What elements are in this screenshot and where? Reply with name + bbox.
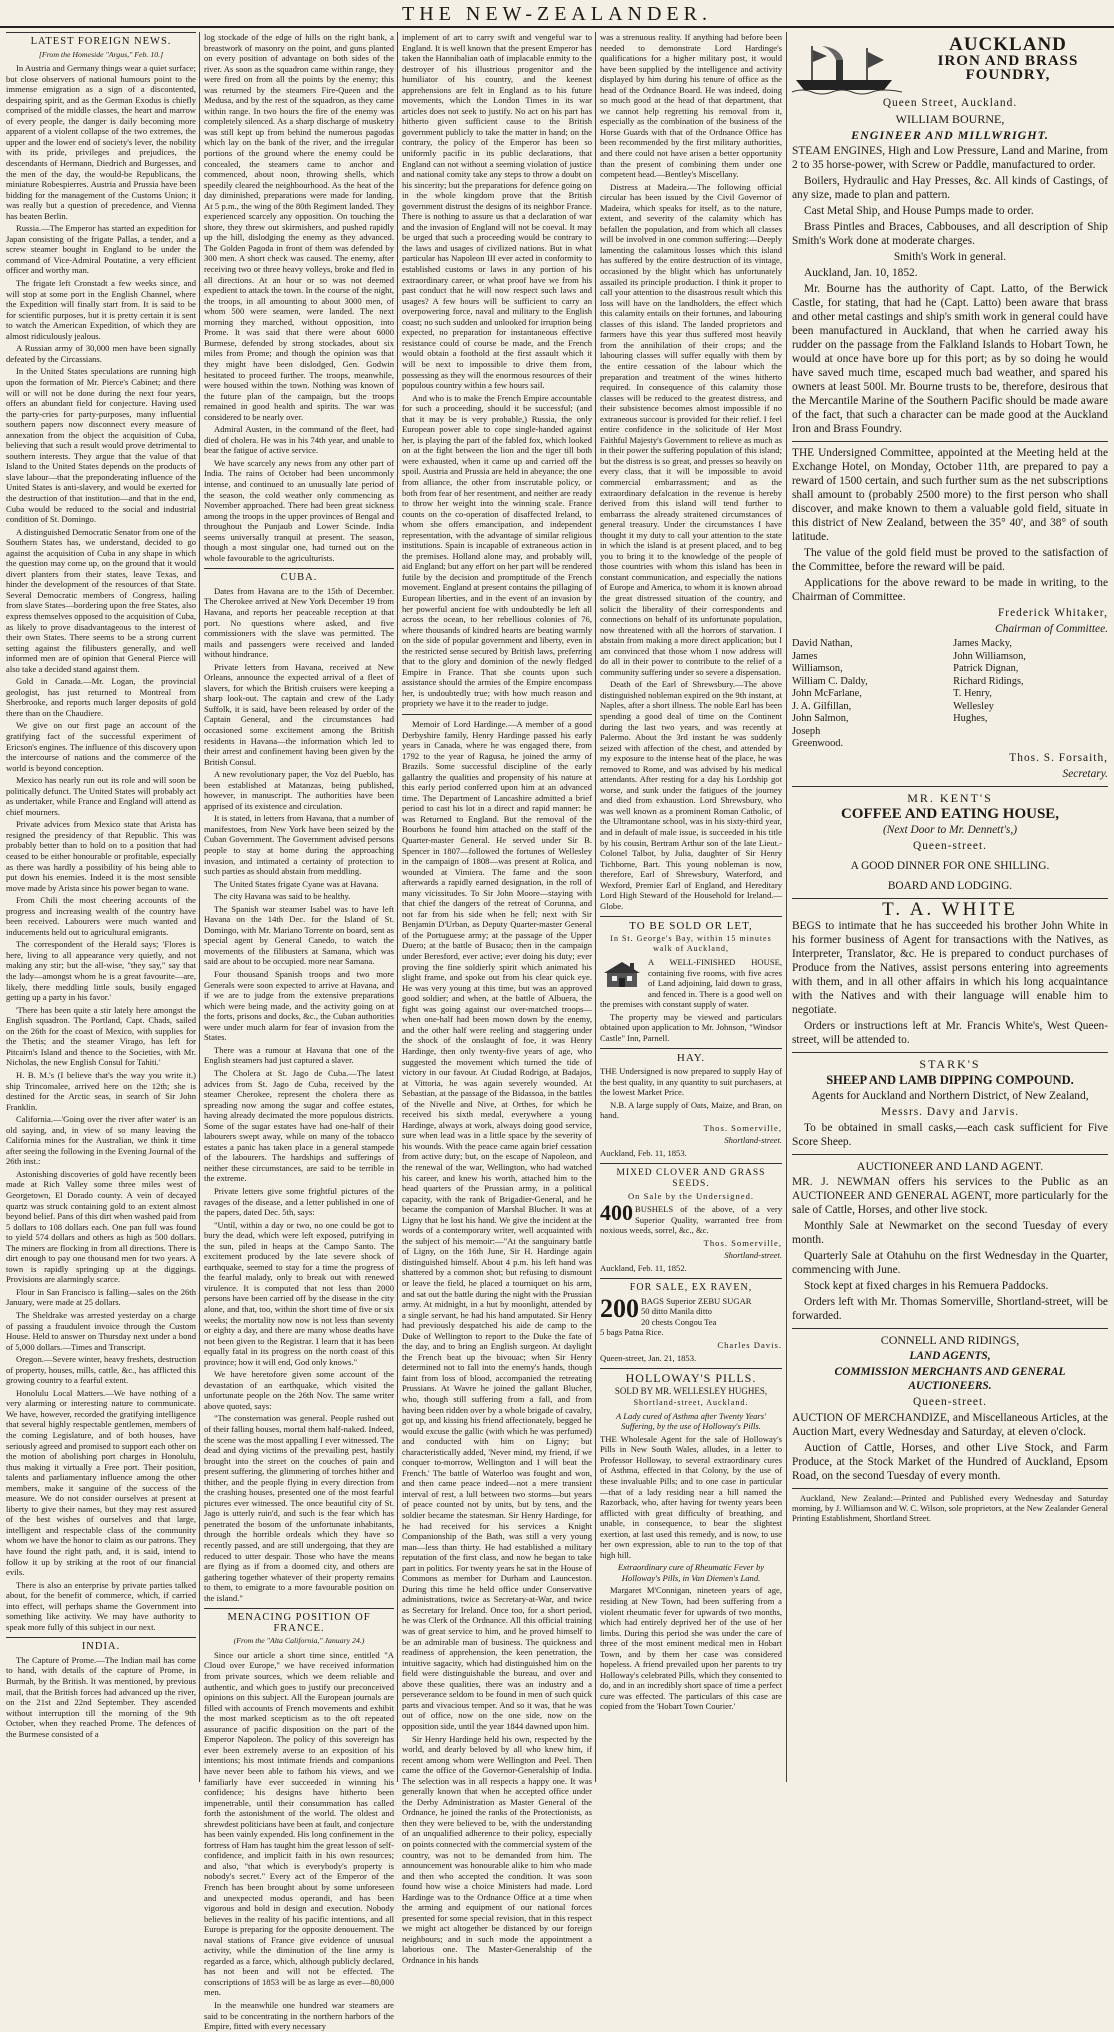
paragraph: The correspondent of the Herald says; 'Flores is here, living to all appearance very quietly, and not making any stir; but the all-wise, "they say," say that the lady—amongst whom he is a great favourite—are, likely, there meddling little souls, busily engaged getting up a party in his favor.' [6,939,196,1003]
paragraph: The Cholera at St. Jago de Cuba.—The latest advices from St. Jago de Cuba, received by the steamer Cherokee, represent the cholera there as spreading now among the sugar and coffee estates, having already decimated the more populous districts. Some of the sugar estates have had one-half of their labourers swept away, while on many of the tobacco estates a panic has taken place in a general stampede of the labourers. The hardships and sufferings of neither these circumstances, are said to be terrible in the extreme. [204,1067,394,1184]
advert-heading: MR. KENT'S [907,790,993,805]
advert-text: Orders left with Mr. Thomas Somerville, Shortland-street, will be forwarded. [792,1295,1108,1322]
advert-date: Auckland, Feb. 11, 1853. [600,1147,687,1158]
paragraph: Flour in San Francisco is falling—sales on the 26th January, were made at 25 dollars. [6,1286,196,1308]
advert-text: Smith's Work in general. [893,251,1007,263]
committee-member: William C. Daldy, [792,675,868,687]
advert-subheading: On Sale by the Undersigned. [627,1191,755,1202]
paragraph: It is stated, in letters from Havana, that a number of manifestoes, from New York have been seized by the Cuban Government. The Government advised persons people to stay at home during the approaching invasion, and intimated a certainty of protection to such parties as should abstain from meddling. [204,813,394,877]
paragraph: "Until, within a day or two, no one could be got to bury the dead, which were left exposed, putrifying in the sun, piled in heaps at the Campo Santo. The excitement produced by the late severe shock of earthquake, seemed to stay for a time the progress of the fearful malady, only to break out with renewed virulence. It is computed that not less than 2000 persons have been carried off by the disease in the city alone, and that, too, within the short time of five or six weeks; the mortality now now is not less than seventy or eighty a day, and there are many whose deaths have not been given to the Registrar. I learn that it has been equally fatal in its progress on the north coast of this province; how it will end, God only knows." [204,1219,394,1367]
advert-text: Quarterly Sale at Otahuhu on the first Wednesday in the Quarter, commencing with June. [792,1249,1108,1276]
advert-subheading: Shortland-street, Auckland. [633,1398,749,1408]
advert-text: Messrs. Davy and Jarvis. [880,1105,1020,1118]
advert-newman [792,1159,1108,1323]
paragraph: A new revolutionary paper, the Voz del Pueblo, has been established at Matanzas, being published, however, in manuscript. The authorities have been apprised of its existence and circulation. [204,769,394,811]
advert-subheading: (Next Door to Mr. Dennett's,) [882,823,1018,836]
paragraph: We have heretofore given some account of the devastation of an earthquake, which visited the unfortunate people on the 26th Nov. The same writer above quoted, says: [204,1369,394,1411]
advert-signature: Thos. S. Forsaith, [1009,751,1108,764]
masthead: THE NEW-ZEALANDER. [0,2,1114,28]
paragraph: The frigate left Cronstadt a few weeks since, and will stop at some port in the English Channel, where the Expedition will finally start from. It is said to be for scientific purposes, but it is pretty certain it is sent to watch the American Expedition, of which they are almost ridiculously jealous. [6,278,196,341]
advert-signature: Shortland-street. [724,1135,782,1146]
advert-text: Monthly Sale at Newmarket on the second Tuesday of every month. [792,1219,1108,1246]
column-3 [402,32,592,1965]
paragraph: Honolulu Local Matters.—We have nothing of a very alarming or interesting nature to communicate. We have, however, recorded the gratifying intelligence that several highly respectable gentlemen, members of the coming Legislature, and of both houses, have seriously agreed and promised to support each other on the motion of abolishing port charges in Honolulu, thus making it virtually a Free port. Their position, talents and parliamentary influence among the other members, make it sanguine of the success of the measure. We do not consider ourselves at present at liberty to give their names, but they may rest assured of the best wishes of ourselves and that large, intelligent and respectable class of the community whom we have the honor to claim as our patrons. They have found the right path, and, it is said, intend to follow it up by striking at the root of our financial evils. [6,1387,196,1578]
advert-heading: CONNELL AND RIDINGS, [880,1332,1020,1347]
article-source: [From the Homeside "Argus," Feb. 10.] [38,49,164,59]
paragraph: The Capture of Prome.—The Indian mail has come to hand, with details of the capture of Prome, in Burmah, by the British. It was mentioned, by previous mail, that the British forces had advanced up the river, on the 21st and 22nd September. They ascended without interruption till the morning of the 9th October, when they reached Prome. The defences of the Burmese consisted of a [6,1654,196,1739]
advert-line: 50 ditto Manila ditto [641,1306,712,1317]
advert-signature: Thos. Somerville, [703,1237,782,1248]
advert-text: A GOOD DINNER FOR ONE SHILLING. [850,859,1050,872]
paragraph: Since our article a short time since, entitled "A Cloud over Europe," we have received information from private sources, which we deem reliable and authentic, and which goes to justify our preconceived opinions on this subject. All the European journals are filled with accounts of French movements and exhibit the most marked scepticism as to the oft repeated assurance of pacific disposition on the part of the Emperor Napoleon. The policy of this sovereign has ever been extremely averse to an exposition of his intentions; his most intimate friends and companions have never been able to fathom his views, and we familiarly have ever succeeded in winning his confidence; his designs have hitherto been impenetrable, until their consummation has called forth the astonishment of the world. The oldest and shrewdest politicians have been at fault, and conjecture has been vainly expended. His long confinement in the fortress of Ham has taught him the great lesson of self-confidence, and implicit faith in his own resources; and also, "that which is everybody's property is nobody's secret." Every act of the Emperor of the French has been brought about by some unforeseen and unexpected modus operandi, and has been vigorous and bold in design and execution. Nobody believes in the reality of his pacific intentions, and all Europe is preparing for the opposite denouement. The naval stations of France give evidence of unusual activity, while the diminution of the line army is regarded as a farce, which, although publicly declared, has not been and will not be effected. The conscriptions of 1853 will be as large as ever—80,000 men. [204,1649,394,1998]
committee-member: James Macky, [953,638,1012,649]
advert-heading: T. A. WHITE [882,898,1018,920]
paragraph: Private letters from Havana, received at New Orleans, announce the expected arrival of a fleet of slavers, for which the British cruisers were keeping a sharp look-out. The captain and crew of the Lady Suffolk, it is said, have been released by order of the Captain General, and the circumstances had occasioned some excitement among the British residents in Havana—the information which led to their arrest and confinement having been given by the British Consul. [204,661,394,767]
column-rule [199,32,200,1782]
paragraph: 'There has been quite a stir lately here amongst the English squadron. The Portland, Capt. Chads, sailed on the 26th for the coast of Mexico, with supplies for the Thetis; and the steamer Virago, has left for Pitcairn's Island and thence to the Societies, with Mr. Nicholas, the new English Consul for Tahiti.' [6,1004,196,1068]
paragraph: Four thousand Spanish troops and two more Generals were soon expected to arrive at Havana, and if we are to judge from the extensive preparations which were being made, and the activity going on at the forts, prisons and docks, &c., the Cuban authorities were under much alarm for fear of invasion from the States. [204,969,394,1043]
column-rule [786,32,787,1782]
advert-text: THE Wholesale Agent for the sale of Holloway's Pills in New South Wales, alludes, in a letter to Professor Holloway, to several extraordinary cures of Asthma, effected in that Colony, by the use of these invaluable Pills; and to one case in particular—that of a lady residing near a hill named the Razorback, who, after having for twenty years been afflicted with great difficulty of breathing, and unable, in consequence, to bear the slightest exertion, at last used this remedy, and is now, to use her own expression, able to run to the top of that high hill. [600,1433,782,1560]
advert-heading: AUCTIONEER AND LAND AGENT. [856,1158,1044,1173]
paragraph: "The consternation was general. People rushed out of their falling houses, mortal them half-naked. Indeed, the scene was the most appalling I ever witnessed. The dead and dying victims of the prevailing pest, hastily brought into the street on the couches of pain and present suffering, the glimmering of torches hither and thither, and the people flying in every direction from the crashing houses, presented one of the most fearful pictures ever witnessed. The once beautiful city of St. Jago is utterly ruin'd, and such is the fear which has penetrated the bosom of the unfortunate inhabitants, through the horrible ordeals which they have so recently passed, and are still undergoing, that they are reduced to utter despair. Those who have the means are flying as if from a doomed city, and others are gathering together whatever of their property remains to them, to emigrate to a more favourable position on the island." [204,1413,394,1603]
divider [792,1052,1108,1053]
advert-heading: SHEEP AND LAMB DIPPING COMPOUND. [826,1072,1074,1087]
advert-date: Auckland, Feb. 11, 1852. [600,1262,687,1273]
advert-text: MR. J. NEWMAN offers his services to the Public as an AUCTIONEER AND GENERAL AGENT, more particularly for the sale of Cattle, Horses, and other live stock. [792,1175,1108,1216]
advert-text: Orders or instructions left at Mr. Francis White's, West Queen-street, will be attended to. [792,1019,1108,1046]
paragraph: A Russian army of 30,000 men have been signally defeated by the Circassians. [6,343,196,364]
advert-signature: Charles Davis. [717,1339,782,1350]
advert-text: BOARD AND LODGING. [887,879,1013,892]
column-rule [397,32,398,1782]
committee-member: J. A. Gilfillan, [792,700,852,712]
advert-text: The property may be viewed and particulars obtained upon application to Mr. Johnson, "Windsor Castle" Inn, Parnell. [600,1011,782,1043]
advert-text: The value of the gold field must be proved to the satisfaction of the Committee, before the reward will be paid. [792,547,1108,573]
advert-hay [600,1053,782,1158]
steamship-icon [792,40,902,96]
advert-text: Margaret M'Connigan, nineteen years of age, residing at New Town, had been suffering from a violent rheumatic fever for upwards of two months, which had entirely deprived her of the use of her limbs. During this period she was under the care of three of the most eminent medical men in Hobart Town, and by them her case was considered hopeless. A friend prevailed upon her parents to try Holloway's celebrated Pills, which they consented to do, and in an incredibly short space of time a perfect cure was effected. The particulars of this case are copied from the 'Hobart Town Courier.' [600,1585,782,1712]
advert-subheading: Queen Street, Auckland. [882,97,1018,109]
divider [792,1488,1108,1489]
advert-clover [600,1168,782,1273]
paragraph: Private letters give some frightful pictures of the ravages of the disease, and a letter published in one of the papers, dated Dec. 5th, says: [204,1185,394,1218]
advert-heading: HOLLOWAY'S PILLS. [625,1371,757,1386]
advert-quantity: 400 [600,1199,633,1225]
paragraph: Admiral Austen, in the command of the fleet, had died of cholera. He was in his 74th year, and unable to bear the fatigue of active service. [204,424,394,456]
advert-text: Agents for Auckland and Northern District, of New Zealand, [811,1089,1089,1102]
advert-signature: Frederick Whitaker, [997,607,1108,619]
paragraph: H. B. M.'s (I believe that's the way you write it.) ship Trincomalee, arrived here on the 12th; she is destined for the Arctic seas, in search of Sir John Franklin. [6,1069,196,1112]
advert-foundry [792,34,1108,436]
divider [204,1608,394,1609]
article-source: (From the "Alta California," January 24.) [233,1636,365,1646]
advert-line: 5 bags Patna Rice. [600,1327,664,1338]
paragraph: implement of art to carry swift and vengeful war to England. It is well known that the present Emperor has taken the Hannibalian oath of implacable enmity to the destroyer of his illustrious progenitor and the humiliator of his country, and the keenest apprehensions are felt in England as to his future movements, which the London Times in its war articles does not seek to justify. No act on his part has hitherto given sufficient cause to the British government publicly to take the matter in hand; on the contrary, the policy of the Emperor has been so uniformly pacific in its public declarations, that England can not without a seeming violation of justice and national comity take any steps to throw a doubt on his sincerity; but the preparations for defence going on in the whole kingdom prove that the British government distrust the designs of its neighbor France. There is nothing to assure us that a declaration of war and the invasion of England will not be coeval. It may be urged that such a proceeding would be contrary to the laws and usages of civilized nations. But in what particular has Napoleon III ever acted in conformity to established customs or laws in any portion of his extraordinary career, or what proof have we from his past conduct that he will now respect such laws and usages? A few hours will be sufficient to carry an overpowering force, naval and military to the English coast; no such sudden and unlooked for irruption being expected, no preparation for instantaneous effective resistance could of course be made, and the French would obtain a foothold at the first assault which it will be next to impossible to drive them from, possessing as they will the enormous resources of their populous country within a few hours sail. [402,32,592,391]
advert-text: Auction of Cattle, Horses, and other Live Stock, and Farm Produce, at the Stock Market of the Hundred of Auckland, Epsom Road, on the second Tuesday of every month. [792,1441,1108,1482]
advert-heading: TO BE SOLD OR LET, [629,920,753,933]
committee-member: John Williamson, [953,650,1026,662]
house-icon [600,959,644,989]
paragraph: There is also an enterprise by private parties talked about, for the benefit of commerce, which, if carried into effect, will perhaps shame the Government into something like activity. We may have authority to speak more fully of this subject in our next. [6,1579,196,1632]
advert-text: Stock kept at fixed charges in his Remuera Paddocks. [804,1279,1049,1292]
advert-subheading: In St. George's Bay, within 15 minutes walk of Auckland, [610,933,772,954]
article-heading: INDIA. [81,1641,121,1653]
advert-signature: Shortland-street. [724,1250,782,1261]
paragraph: Private advices from Mexico state that Arista has resigned the presidency of that Republic. This was probably better than to hold on to a position that had ceased to be either honourable or profitable, especially as there was hardly a possibility of his being able to put down his enemies. Indeed it is the most sensible move made by Arista since his power began to wane. [6,819,196,893]
advert-signature: Secretary. [1062,767,1108,780]
divider [600,1163,782,1164]
advert-white [792,898,1108,1047]
advert-text: N.B. A large supply of Oats, Maize, and Bran, on hand. [600,1099,782,1121]
column-5 [792,32,1108,1780]
column-1 [6,32,196,1780]
advert-subheading: Queen-street. [912,1395,988,1408]
committee-member: Richard Ridings, [953,675,1024,687]
committee-member: James Williamson, [792,650,843,674]
advert-date: Queen-street, Jan. 21, 1853. [600,1352,697,1363]
paragraph: California.—'Going over the river after water' is an old saying, and, in view of so many leaving the California mines for the Australian, we think it time after seeing the following in the Evening Journal of the 26th inst.: [6,1114,196,1167]
advert-text: BEGS to intimate that he has succeeded his brother John White in his former business of Agent for transactions with the Natives, as Interpreter, Translator, &c. He is prepared to conduct purchases of Produce from the Natives, assist persons entering into agreements with them, and in all other affairs in which his long acquaintance with the Natives and with their language will enable him to negotiate. [792,919,1108,1016]
paragraph: Russia.—The Emperor has started an expedition for Japan consisting of the frigate Pallas, a tender, and a screw steamer bought in England to be under the command of Vice-Admiral Poutatine, a very efficient officer and worthy man. [6,223,196,276]
advert-subheading: A Lady cured of Asthma after Twenty Years' Suffering, by the use of Holloway's Pills. [616,1410,766,1432]
divider [792,1328,1108,1329]
divider [792,786,1108,787]
divider [402,714,592,715]
paragraph: We give on our first page an account of the gratifying fact of the successful experiment of Ericson's engines. The influence of this discovery upon the intercourse of nations and the commerce of the world is beyond conception. [6,720,196,773]
advert-signature: Thos. Somerville, [703,1122,782,1133]
paragraph: From Chili the most cheering accounts of the progress and increasing wealth of the country have been received. Labourers were much wanted and inducements held out to agricultural emigrants. [6,895,196,937]
divider [600,1278,782,1279]
advert-text: Applications for the above reward to be made in writing, to the Chairman of Committee. [792,577,1108,603]
advert-subheading: LAND AGENTS, [909,1349,991,1362]
column-rule [595,32,596,1782]
paragraph: And who is to make the French Empire accountable for such a proceeding, should it be successful; (and that it may be is very probable,) Russia, the only European power able to cope single-handed against her, is playing the part of the fabled fox, which looked on at the fight between the lion and the tiger till both were exhausted, when it came up and carried off the spoil. Austria and Prussia are held in abeyance; the one from alliance, the other from inscrutable policy, or both from fear of her resentment, and neither are ready to throw her weight into the winning scale. France counts on the co-operation of disaffected Ireland, to whom she offers emancipation, and independent representation, with the advantage of similar religious institutions. Spain is incapable of extraneous action in the premises. Holland alone may, and probably will, aid England; but any effort on her part will be rendered futile by the decision and promptitude of the French movement. England at present contains the pillaging of European liberties, and in the event of an invasion by her powerful ancient foe with undoubtedly be left all across the ocean, to her rebellious colonies of 76, where thousands of kindred hearts are beating warmly on the side of popular government and liberty, even in the restricted sense secured by British laws, preferring that to the glory and dominion of the newly fledged Empire in France. That she counts upon such assistance should the armies of the Empire encompass her, is undoubtedly true; with how much reason and propriety we have it to the reader to judge. [402,392,592,709]
paragraph: In the meanwhile one hundred war steamers are said to be concentrating in the northern harbors of the Empire, fitted with every necessary [204,1999,394,2032]
advert-text: AUCTION OF MERCHANDIZE, and Miscellaneous Articles, at the Auction Mart, every Wednesday and Saturday, at eleven o'clock. [792,1411,1108,1438]
paragraph: Distress at Madeira.—The following official circular has been issued by the Civil Governor of Madeira, which speaks for itself, as to the nature, extent, and severity of the calamity which has befallen the population, and from which all classes will be involved in one common suffering:—Deeply lamenting the calamitous losses which this island has suffered by the entire destruction of its vintage, occasioned by the blight which has unfortunately assailed its principle production. I think it proper to call your attention to the disastrous result which this loss will have on the landholders, the effect which this calamity entails on their fortunes, and labouring classes of this island. The landed proprietors and farmers have this year thus suffered most heavily from the annihilation of their crops; and the labouring classes will suffer equally with them by the entire cessation of the labour which the preparation and treatment of the wines hitherto required. In consequence of this calamity those classes will be reduced to the greatest distress, and their subsistence becomes almost impossible if no extraneous succour is provided for their relief. I feel entire confidence in the solicitude of Her Most Faithful Majesty's Government to relieve as much as in their power the suffering population of this island; but the distress is so great, and presses so heavily on every class, that it will be impossible to avoid commercial embarrassment; and as the extraordinary defalcation in the revenue is hereby derived from this island will tend further to embarrass the already straitened circumstances of general treasury. Under the circumstances I have thought it my duty to call your attention to the state in which the island is at present placed, and to beg you to bring it to the knowledge of the people of those countries with whom this island has been in constant communication, and especially the nations of Europe and America, to whom it is known abroad the great distressed situation of the country, and solicit the liberality of their correspondents and connections on behalf of its unfortunate population, now threatened with all the horrors of starvation. I abstain from making a more direct application; but I am convinced that those whom I now address will do all in their power to contribute to the relief of a community suffering under so severe a dispensation. [600,181,782,677]
advert-text: STEAM ENGINES, High and Low Pressure, Land and Marine, from 2 to 35 horse-power, with Screw or Paddle, manufactured to order. [792,145,1108,171]
divider [600,1368,782,1369]
paragraph: The Sheldrake was arrested yesterday on a charge of passing a fraudulent invoice through the Custom House. Held to answer on Thursday next under a bond of 5,000 dollars.—Times and Transcript. [6,1309,196,1352]
advert-raven [600,1283,782,1363]
divider [6,32,196,33]
article-heading: CUBA. [280,572,318,584]
foundry-title: IRON AND BRASS FOUNDRY, [937,53,1079,83]
divider [6,1637,196,1638]
column-2 [204,32,394,2032]
advert-line: 20 chests Congou Tea [641,1316,717,1327]
paragraph: log stockade of the edge of hills on the right bank, a breastwork of masonry on the point, and guns planted on every position of advantage on both sides of the river. As soon as the squadron came within range, they were fired on from all the points by the enemy; this was returned by the steamers Fire-Queen and the Medusa, and by the rest of the squadron, as they came within range. In two hours the fire of the enemy was completely silenced. As a sharp discharge of musketry was still kept up from behind the numerous pagodas which lay on the bank of the river, and the irregular portions of the ground where the enemy could be concealed, the steamers came to anchor and commenced, about noon, throwing shells, which speedily cleared the neighbourhood. As the heat of the day diminished, preparations were made for landing. At 5 p.m., the wing of the 80th Regiment landed. They experienced scarcely any opposition. On touching the shore, they threw out skirmishers, and pushed rapidly up the hill, dislodging the enemy as they advanced. The Golden Pagoda in front of them was defended by 300 men. A short check was caused. The enemy, after receiving two or three heavy volleys, broke and fled in all directions. At an hour or so was not deemed expedient to attack the town. In the course of the night, the troops, in all amounting to about 3000 men, of whom 500 were seamen, were landed. The next morning they marched, without opposition, into Prome. It was said that there were about 6000 Burmese, defended by strong stockades, about six miles from Prome; and though the opinion was that they might have been dislodged, Gen. Godwin hesitated to proceed further. The troops, meanwhile, were housed within the town. Nothing was known of the future plan of the campaign, but the troops remained in good health and spirits. The war was considered to be nearly over. [204,32,394,422]
committee-member: John Salmon, [792,713,849,724]
paragraph: Astonishing discoveries of gold have recently been made at Rich Valley some three miles west of Georgetown, El Dorado county. A vein of decayed quartz was struck containing gold to an extent almost beyond belief. Pans of this dirt when washed paid from 5 dollars to 108 dollars each. One pan full was found to yield 574 dollars and others as high as 500 dollars. The miners are flocking in from all directions. There is dirt enough to pay one thousand men for two years. A town is rapidly springing up at the diggings. Provisions are alarmingly scarce. [6,1168,196,1285]
paragraph: A distinguished Democratic Senator from one of the Southern States has, we understand, decided to go against the acquisition of Cuba in any shape in which the question may come up, on the ground that it would divert planters from their states, leave Texas, and hinder the development of the resources of that State. Several Democratic members of Congress, hailing from slave States—bordering upon the free States, also express themselves opposed to the acquisition of Cuba, as likely to prove disadvantageous to the interest of their own States. There seems to be a strong current setting against the filibusters generally, and well informed men are of opinion that General Pierce will also take a decided stand against them. [6,526,196,674]
advert-text: THE Undersigned Committee, appointed at the Meeting held at the Exchange Hotel, on Monday, October 11th, are prepared to pay a reward of 1500 certain, and such further sum as the net subscriptions shall amount to (probably 2500 more) to the first person who shall discover, and make known to them a valuable gold field, situate in this district of New Zealand, between the 35° 40', and 38° of south latitude. [792,447,1108,543]
advert-heading: HAY. [676,1052,706,1065]
advert-name: WILLIAM BOURNE, [895,112,1005,126]
advert-text: Cast Metal Ship, and House Pumps made to order. [804,205,1034,217]
paragraph: Sir Henry Hardinge held his own, respected by the world, and dearly beloved by all who knew him, if recent among whom were Wellington and Peel. Then came the office of the Governor-Generalship of India. The selection was in all respects a happy one. It was generally known that when he accepted office under the Derby Administration as Master General of the Ordnance, he joined the ranks of the Protectionists, as then they were believed to be, with the understanding of an unqualified adherence to their policy, especially on points connected with the commercial system of the country, was not to be demanded from him. The announcement was honourable alike to him who made and then who accepted the condition. It was soon found how wise a choice Ministers had made. Lord Hardinge was to the Ordnance Office at a time when the arming and equipment of our national forces presented for some special revision, that in this respect we might act altogether be distanced by our foreign neighbours; and in such mode the appointment a laborious one. The Master-Generalship of the Ordnance in his hands [402,1733,592,1965]
paragraph: The city Havana was said to be healthy. [214,891,351,902]
advert-house-sale [600,921,782,1043]
committee-names [792,638,1108,751]
paragraph: There was a rumour at Havana that one of the English steamers had just captured a slaver. [204,1044,394,1066]
paragraph: Oregon.—Severe winter, heavy freshets, destruction of property, houses, mills, cattle, &c., has afflicted this growing country to a fearful extent. [6,1354,196,1386]
divider [792,441,1108,442]
advert-quantity: 200 [600,1293,639,1323]
paragraph: In Austria and Germany things wear a quiet surface; but close observers of national humours point to the immense emigration as a sign of a discontented, despairing spirit, and as the German Exodus is chiefly comprised of the middle classes, the heart and marrow of every people, the danger is daily becoming more apparent of a violent collapse of the two extremes, the upper and the lower end of society's lever, the nobility with its pride, privileges and prejudices, the descendants of Hermann, Diedrich and Burgesses, and the men of the day, the would-be Republicans, the miniature Robespierres. Austria and Prussia have been bidding for the management of the Customs Union; it was really but a question of precedence, and Vienna has beaten Berlin. [6,63,196,221]
advert-heading: FOR SALE, EX RAVEN, [629,1282,753,1294]
paragraph: Mexico has nearly run out its role and will soon be politically defunct. The United States will probably act as undertaker, while France and England will attend as chief mourners. [6,775,196,817]
paragraph: The United States frigate Cyane was at Havana. [214,878,379,889]
column-4 [600,32,782,1780]
advert-subheading: COMMISSION MERCHANTS AND GENERAL AUCTIONEERS. [834,1365,1066,1392]
paragraph: Death of the Earl of Shrewsbury.—The above distinguished nobleman expired on the 9th instant, at Naples, after a short illness. The noble Earl has been spending a good deal of time on the Continent during the last two years, and was recently at Palermo. About the 3rd instant he was suddenly seized with affection of the chest, and attended by my exposure to the intense heat of the place, he was removed to Rome, and was advised by his medical attendants. After resting for a day his Lordship got worse, and sunk under the fatigues of the journey and died from exhaustion. Lord Shrewsbury, who was well known as a prominent Roman Catholic, of the Ultramontane school, was in his sixty-third year, and in default of male issue, is succeeded in his title by his cousin, Bertram Arthur son of the late Lieut.-Colonel Talbot, by Julia, daughter of Sir Henry Tichborne, Bart. This young nobleman is now, therefore, Earl of Shrewsbury, Waterford, and Wexford, Premier Earl of England, and Hereditary Lord High Steward of the Household for Ireland.—Globe. [600,679,782,911]
committee-member: Wellesley Hughes, [953,700,994,724]
advert-date: Auckland, Jan. 10, 1852. [804,267,918,279]
advert-holloway [600,1373,782,1712]
divider [600,916,782,917]
advert-text: A WELL-FINISHED HOUSE, containing five rooms, with five acres of Land adjoining, laid down to grass, and fenced in. There is a good well on the premises with constant supply of water. [600,957,782,1010]
paragraph: In the United States speculations are running high upon the formation of Mr. Pierce's Cabinet; and there will or will not be done during the next four years, offers an abundant field for conjecture. Having used the party-cries for party-purposes, many influential southern papers now disconnect every measure of annexation from the object the acquisition of Cuba, believing that such a result would prove detrimental to southern interests. They argue that the value of that Island to the United States depends on the products of slave labour—that the preponderating influence of the United States is anti-slavery, and would be exerted for the destruction of that institution—and that in the end, Cuba would be reduced to the social and industrial condition of St. Domingo. [6,366,196,525]
paragraph: Dates from Havana are to the 15th of December. The Cherokee arrived at New York December 19 from Havana, and reports her peaceable reception at that port. No questions where asked, and five commissioners with the slave was permitted. The mails and passengers were received and landed without hindrance. [204,585,394,660]
committee-member: T. Henry, [953,688,992,699]
paragraph: The Spanish war steamer Isabel was to have left Havana on the 14th Dec. for the Island of St. Domingo, with Mr. Mariano Torrente on board, sent as special agent by General Canedo, to watch the movements of the filibusters at Samana, which was said are about to be occupied. more near Samana. [204,903,394,967]
paragraph: Memoir of Lord Hardinge.—A member of a good Derbyshire family, Henry Hardinge passed his early years in Canada, where he was engaged there, from 1792 to the year of Ragusa, he joined the army of Brazils. Some successful discipline of the early gallantry the qualities and propensity of his nature at this early period conferred upon him at an advanced time. The Department of Lancashire admitted a brief period to cast his lot in a direct and rapid manner: he was Returned to England. But the removal of the Bourbons he found him attached on the staff of the Quarter-master General. He served under Sir B. Spencer in 1807—followed the fortunes of Wellesley in the campaign of 1808—was present at Rolica, and wounded at Vimiera. The fame and the soon afterwards a rapidly earned designation, in the roll of many vicissitudes. To Sir John Moore—staying with that chief the dangers of the retreat of Corunna, and not far from his side when he fell; next with Sir Benjamin D'Urban, as Deputy Quarter-master General of the Portuguese army; at the passage of the Upper Duero; at the battle of Busaco; then in the campaign under Beresford, ever active; ever doing his duty; ever proving the fine soldierly spirit which animated his slight frame, and spoke out from his clear quick eye. He was very young at this time, but was an approved good soldier; and when, at the battle of Albuera, the fight was going against our over-matched troops—when one-half had been mown down by the enemy, and the other half were reeling and staggering under the shock of the onslaught of foe, it was Henry Hardinge, then only twenty-five years of age, who suggested the movement which turned the tide of victory in our favour. At Ciudad Rodrigo, at Badajos, at Vittoria, he was again severely wounded. At Sebastian, at the passage of the Bidassoa, in the battles of the Nivelle and Nive, at Orthes, for which he received his sixth medal, everywhere a young Hardinge, always at work, always doing good service, sure when lead was in a little space by the severity of his wounds. With the peace came again brief cessation from active duty; but, on the escape of Napoleon, and the renewal of the war, Wellington, who had watched his career, and knew his worth, attached him to the head quarters of the Prussian army, in a political capacity, with the rank of Brigadier-General, and he became the companion of Marshal Blucher. It was at Ligny that he lost his hand. We give the incident at the words of a contemporary writer, well acquainted with the subject of his memoir:—"At the sanguinary battle of Ligny, on the 16th June, Sir H. Hardinge again distinguished himself. About 4 p.m. his left hand was shattered by a common shot; but refusing to dismount or leave the field, he placed a tourniquet on his arm, and sat out the battle during the night with the Prussian army. At midnight, in a hut by moonlight, attended by a single servant, he had his hand amputated. Sir Henry had previously despatched his aide de camp to the Duke of Wellington to report to the Duke the fate of the day, and to bring an English surgeon. At daylight the French beat up the bivouac; when Sir Henry determined not to fall into the enemy's hands, though faint from loss of blood, accompanied the retreating Prussians. At Wavre he joined the gallant Blucher, who, though still suffering from a fall, and from having been ridden over by a whole brigade of cavalry, got up, and kissing his friend affectionately, begged he would excuse the gallic (with which he was perfumed) and conducted with him on Ligny; but characteristically added, 'Never mind, my friend, if we conquer to-morrow, Wellington and I will beat the French.' The battle of Waterloo was fought and won, and then came peace indeed—not a mere transient interval of rest, a lull between two storms—but years of peace counted not by units, but by tens, and the soldier became the statesman. Sir Henry Hardinge, for he had received for his services a Knight Companionship of the Bath, was still a very young man—less than thirty. He had established a military reputation of the first class, and now he began to take part in politics. For twenty years he sat in the House of Commons as member for Durham and Launceston. During this time he held office under Conservative administrations, twice as Secretary-at-War, and twice as Secretary for Ireland. Once too, for a short period, he was Clerk of the Ordnance. All this official training was of great service to him, and he proved himself to be an admirable man of business. The quickness and readiness of apprehension, the keen penetration, the intuitive sagacity, which had distinguished him on the field were distinguishable the bureau, and over and above these qualities, there was an industry and a perseverance seldom to be found in men of such quick parts and vivacious temper. And so it was, that he was out of office, now on the one side, now on the opposition side, until the year 1844 dawned upon him. [402,719,592,1731]
committee-member: Joseph Greenwood. [792,725,844,749]
advert-subheading: ENGINEER AND MILLWRIGHT. [851,128,1049,142]
advert-text: Mr. Bourne has the authority of Capt. Latto, of the Berwick Castle, for stating, that had he (Capt. Latto) been aware that brass and other metal castings and ship's smith work in general could have been manufactured in Auckland, that when he carried away his rudder on the passage from the Falkland Islands to Hobart Town, he would at once have bore up for this port; as by so doing he would have saved much time, escaped much bad weather, and spared his owners at least 500l. Mr. Bourne trusts to be, therefore, desirous that the Mercantile Marine of the Southern Pacific should be made aware of the fact, that such a character can be made good at the Auckland Iron and Brass Foundry. [792,283,1108,435]
advert-heading: COFFEE AND EATING HOUSE, [840,805,1060,822]
advert-text: BUSHELS of the above, of a very Superior Quality, warranted free from noxious weeds, sorrel, &c., &c. [600,1203,782,1236]
committee-member: Patrick Dignan, [953,663,1019,674]
advert-subheading: Queen-street. [912,839,988,852]
paragraph: was a strenuous reality. If anything had before been needed to demonstrate Lord Hardinge's qualifications for a higher military post, it would have been supplied by the intelligence and activity displayed by him during his tenure of office as the head of the Ordnance Board. He was indeed, doing so much good at the head of that department, that we cannot help regretting his removal from it, especially as the combination of the business of the Horse Guards with that of the Ordnance Office has been recommended by the first military authorities, and there could not have arisen a better opportunity than the present of combining them under one competent head.—Bentley's Miscellany. [600,32,782,180]
advert-stark [792,1057,1108,1149]
committee-member: David Nathan, [792,638,853,649]
committee-member: John McFarlane, [792,688,862,699]
advert-line: BAGS Superior ZEBU SUGAR [641,1295,752,1306]
paragraph: We have scarcely any news from any other part of India. The rains of October had been uncommonly intense, and continued to an unusually late period of the season, the cold weather only commencing as November approached. There had been great sickness among the troops in the upper provinces of Bengal and throughout the Punjaub and Lower Scinde. India seems universally tranquil at present. The season, though a most singular one, had turned out on the whole favourable to the agriculturists. [204,457,394,563]
article-heading: LATEST FOREIGN NEWS. [30,36,172,47]
advert-connell [792,1333,1108,1483]
foundry-title: AUCKLAND [949,34,1067,55]
article-heading: MENACING POSITION OF FRANCE. [227,1612,371,1634]
paragraph: Gold in Canada.—Mr. Logan, the provincial geologist, has just returned to Montreal from Sherbrooke, and reports much larger deposits of gold there than on the Chaudiere. [6,676,196,718]
advert-text: Brass Pintles and Braces, Cabbouses, and all description of Ship Smith's Work done at moderate charges. [792,221,1108,247]
advert-heading: STARK'S [919,1056,981,1071]
advert-subheading: SOLD BY MR. WELLESLEY HUGHES, [614,1385,768,1396]
imprint: Auckland, New Zealand:—Printed and Published every Wednesday and Saturday morning, by J. Williamson and W. C. Wilson, sole proprietors, at the New Zealander General Printing Establishment, Shortland Street. [792,1492,1108,1523]
divider [204,568,394,569]
divider [792,1154,1108,1155]
advert-kent [792,791,1108,893]
advert-text: To be obtained in small casks,—each cask sufficient for Five Score Sheep. [792,1121,1108,1148]
advert-text: Boilers, Hydraulic and Hay Presses, &c. All kinds of Castings, of any size, made to plan and pattern. [792,175,1108,201]
advert-subheading: Extraordinary cure of Rheumatic Fever by Holloway's Pills, in Van Diemen's Land. [617,1562,765,1583]
advert-heading: MIXED CLOVER AND GRASS SEEDS. [616,1168,766,1189]
advert-text: THE Undersigned is now prepared to supply Hay of the best quality, in any quantity to suit purchasers, at the lowest Market Price. [600,1065,782,1098]
advert-gold-reward [792,446,1108,781]
advert-signature: Chairman of Committee. [995,623,1108,635]
divider [600,1048,782,1049]
